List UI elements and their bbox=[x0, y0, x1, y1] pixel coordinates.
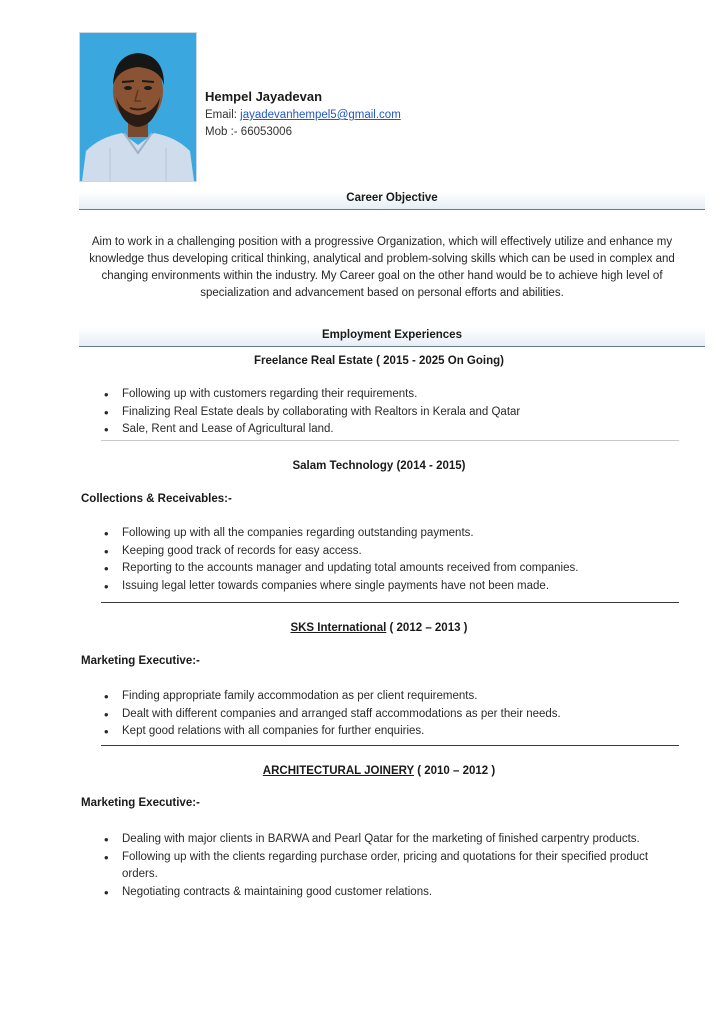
email-label: Email: bbox=[205, 109, 237, 121]
mobile-number: 66053006 bbox=[240, 126, 292, 138]
list-item: • Following up with customers regarding their requirements. bbox=[104, 386, 684, 404]
divider bbox=[101, 440, 679, 441]
career-objective-text: Aim to work in a challenging position with a progressive Organization, which will effectively utilize and enhance my knowledge thus developing critical thinking, analytical and problem-solving skills which can be used in complex and changing environments within the industry. My Career goal on the other hand would be to achieve high level of specialization and advancement based on personal efforts and abilities. bbox=[89, 236, 675, 299]
employment-heading: Employment Experiences bbox=[322, 329, 462, 341]
company-name: Freelance Real Estate bbox=[254, 355, 373, 367]
divider bbox=[101, 745, 679, 746]
job-period: ( 2012 – 2013 ) bbox=[389, 622, 468, 634]
job-title-sks bbox=[79, 622, 679, 634]
list-item: • Negotiating contracts & maintaining good customer relations. bbox=[104, 884, 664, 902]
divider bbox=[101, 602, 679, 603]
job-period: (2014 - 2015) bbox=[396, 460, 466, 472]
role-label-architectural-joinery: Marketing Executive:- bbox=[81, 797, 200, 809]
list-item: • Finalizing Real Estate deals by collaborating with Realtors in Kerala and Qatar bbox=[104, 404, 684, 422]
email-line bbox=[205, 109, 401, 121]
role-label-sks: Marketing Executive:- bbox=[81, 655, 200, 667]
candidate-name: Hempel Jayadevan bbox=[205, 89, 323, 104]
career-objective-heading: Career Objective bbox=[346, 192, 438, 204]
company-name: SKS International bbox=[290, 622, 387, 634]
mobile-line bbox=[205, 126, 292, 138]
mobile-label: Mob :- bbox=[205, 126, 238, 138]
list-item: • Following up with the clients regarding purchase order, pricing and quotations for their specified product orders. bbox=[104, 849, 664, 884]
list-item: • Reporting to the accounts manager and updating total amounts received from companies. bbox=[104, 560, 684, 578]
list-item: • Issuing legal letter towards companies where single payments have not been made. bbox=[104, 578, 684, 596]
list-item: • Kept good relations with all companies for further enquiries. bbox=[104, 723, 684, 741]
list-item: • Finding appropriate family accommodation as per client requirements. bbox=[104, 688, 684, 706]
job-title-architectural-joinery bbox=[79, 765, 679, 777]
job-title-freelance bbox=[79, 355, 679, 367]
job-bullets-salam bbox=[104, 525, 684, 595]
list-item: • Sale, Rent and Lease of Agricultural land. bbox=[104, 421, 684, 439]
company-name: ARCHITECTURAL JOINERY bbox=[262, 765, 414, 777]
job-period: ( 2015 - 2025 On Going) bbox=[376, 355, 504, 367]
job-period: ( 2010 – 2012 ) bbox=[417, 765, 496, 777]
list-item: • Following up with all the companies regarding outstanding payments. bbox=[104, 525, 684, 543]
list-item: • Keeping good track of records for easy access. bbox=[104, 543, 684, 561]
email-link[interactable]: jayadevanhempel5@gmail.com bbox=[240, 109, 401, 121]
job-bullets-sks bbox=[104, 688, 684, 741]
job-bullets-architectural-joinery bbox=[104, 831, 664, 901]
job-title-salam bbox=[79, 460, 679, 472]
role-label-salam: Collections & Receivables:- bbox=[81, 493, 232, 505]
portrait-image bbox=[80, 33, 196, 181]
job-bullets-freelance bbox=[104, 386, 684, 439]
list-item: • Dealing with major clients in BARWA and Pearl Qatar for the marketing of finished carpentry products. bbox=[104, 831, 664, 849]
list-item: • Dealt with different companies and arranged staff accommodations as per their needs. bbox=[104, 706, 684, 724]
profile-photo bbox=[79, 32, 197, 182]
company-name: Salam Technology bbox=[292, 460, 394, 472]
